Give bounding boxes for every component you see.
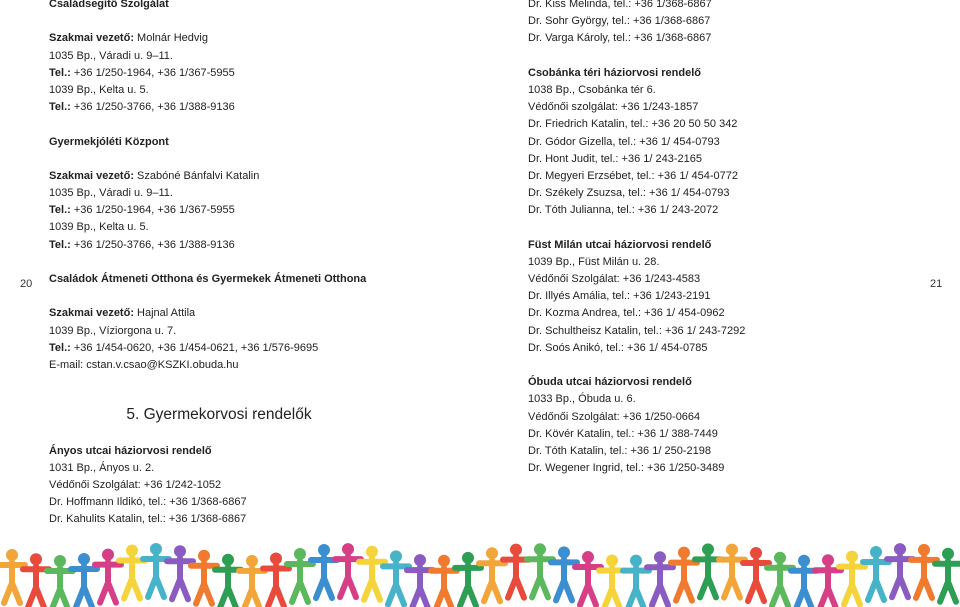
spacer: [49, 254, 469, 271]
page-number-left: 20: [20, 278, 33, 290]
section-heading: Füst Milán utcai háziorvosi rendelő: [528, 238, 712, 251]
info-line: Dr. Kahulits Katalin, tel.: +36 1/368-6867: [49, 513, 247, 526]
child-figure: [95, 549, 121, 603]
info-line: Dr. Illyés Amália, tel.: +36 1/243-2191: [528, 290, 711, 303]
child-figure: [671, 547, 697, 601]
child-figure: [695, 543, 721, 597]
info-line: Dr. Soós Anikó, tel.: +36 1/ 454-0785: [528, 341, 708, 354]
child-figure: [623, 555, 649, 607]
section-heading: Óbuda utcai háziorvosi rendelő: [528, 376, 692, 389]
child-figure: [479, 547, 505, 601]
info-label: Tel.:: [49, 341, 71, 354]
info-line: Dr. Schultheisz Katalin, tel.: +36 1/ 243-7292: [528, 324, 746, 337]
child-figure: [431, 555, 457, 607]
child-figure: [407, 554, 433, 607]
child-figure: [575, 551, 601, 605]
info-line: [49, 340, 469, 357]
info-line: Dr. Kozma Andrea, tel.: +36 1/ 454-0962: [528, 307, 725, 320]
children-chain-decoration: [0, 527, 960, 607]
child-figure: [143, 543, 169, 597]
child-figure: [263, 553, 289, 607]
child-figure: [719, 544, 745, 598]
info-line: Védőnői Szolgálat: +36 1/242-1052: [49, 478, 222, 491]
info-line: Dr. Tóth Katalin, tel.: +36 1/ 250-2198: [528, 444, 711, 457]
info-line: E-mail: cstan.v.csao@KSZKI.obuda.hu: [49, 358, 239, 371]
info-line: 1033 Bp., Óbuda u. 6.: [528, 393, 636, 406]
info-line: Dr. Tóth Julianna, tel.: +36 1/ 243-2072: [528, 204, 719, 217]
child-figure: [335, 543, 361, 597]
info-line: 1039 Bp., Kelta u. 5.: [49, 221, 149, 234]
info-line: [49, 168, 469, 185]
info-line: 1039 Bp., Füst Milán u. 28.: [528, 255, 660, 268]
left-column: [49, 0, 469, 528]
spacer: [49, 425, 469, 442]
info-line: Dr. Wegener Ingrid, tel.: +36 1/250-3489: [528, 462, 725, 475]
child-figure: [503, 544, 529, 598]
info-label: Szakmai vezető:: [49, 307, 134, 320]
info-value: +36 1/250-1964, +36 1/367-5955: [70, 66, 235, 79]
child-figure: [887, 543, 913, 597]
info-label: Tel.:: [49, 204, 71, 217]
child-figure: [239, 555, 265, 607]
child-figure: [815, 554, 841, 607]
child-figure: [455, 552, 481, 606]
info-value: +36 1/250-3766, +36 1/388-9136: [70, 238, 235, 251]
info-line: Védőnői szolgálat: +36 1/243-1857: [528, 101, 699, 114]
info-line: Dr. Varga Károly, tel.: +36 1/368-6867: [528, 32, 712, 45]
info-value: Szabóné Bánfalvi Katalin: [133, 169, 260, 182]
child-figure: [215, 554, 241, 607]
info-line: Dr. Sohr György, tel.: +36 1/368-6867: [528, 15, 711, 28]
child-figure: [23, 553, 49, 607]
info-label: Tel.:: [49, 238, 71, 251]
page-number-right: 21: [930, 278, 943, 290]
child-figure: [119, 544, 145, 598]
info-line: [49, 30, 469, 47]
info-value: +36 1/250-1964, +36 1/367-5955: [70, 204, 235, 217]
section-heading: Ányos utcai háziorvosi rendelő: [49, 444, 212, 457]
child-figure: [311, 544, 337, 598]
section-heading: Gyermekjóléti Központ: [49, 135, 169, 148]
info-line: 1035 Bp., Váradi u. 9–11.: [49, 187, 173, 200]
child-figure: [287, 548, 313, 602]
info-line: 1031 Bp., Ányos u. 2.: [49, 461, 155, 474]
info-line: Védőnői Szolgálat: +36 1/250-0664: [528, 410, 701, 423]
info-line: Dr. Megyeri Erzsébet, tel.: +36 1/ 454-0772: [528, 169, 739, 182]
info-line: Dr. Friedrich Katalin, tel.: +36 20 50 50 342: [528, 118, 738, 131]
child-figure: [551, 546, 577, 600]
child-figure: [359, 546, 385, 600]
info-value: +36 1/454-0620, +36 1/454-0621, +36 1/576-9695: [70, 341, 319, 354]
child-figure: [839, 551, 865, 605]
child-figure: [911, 544, 937, 598]
info-line: [49, 99, 469, 116]
child-figure: [743, 547, 769, 601]
spacer: [49, 288, 469, 305]
info-line: Dr. Hont Judit, tel.: +36 1/ 243-2165: [528, 152, 702, 165]
section-heading: Csobánka téri háziorvosi rendelő: [528, 66, 701, 79]
child-figure: [191, 550, 217, 604]
info-line: Védőnői Szolgálat: +36 1/243-4583: [528, 273, 701, 285]
info-line: [49, 65, 469, 82]
child-figure: [599, 554, 625, 607]
info-label: Tel.:: [49, 66, 71, 79]
spacer: [528, 219, 928, 236]
child-figure: [791, 555, 817, 607]
info-line: Dr. Hoffmann Ildikó, tel.: +36 1/368-6867: [49, 496, 247, 509]
spacer: [49, 151, 469, 168]
child-figure: [0, 549, 25, 603]
child-figure: [167, 545, 193, 599]
info-line: Dr. Gódor Gizella, tel.: +36 1/ 454-0793: [528, 135, 720, 148]
spacer: [528, 357, 928, 374]
section-heading: Családsegítő Szolgálat: [49, 0, 169, 10]
spacer: [49, 13, 469, 30]
child-figure: [767, 552, 793, 606]
child-figure: [47, 555, 73, 607]
info-line: 1038 Bp., Csobánka tér 6.: [528, 83, 656, 96]
info-label: Tel.:: [49, 101, 71, 114]
info-line: 1035 Bp., Váradi u. 9–11.: [49, 49, 173, 62]
spacer: [49, 374, 469, 391]
child-figure: [863, 546, 889, 600]
info-label: Szakmai vezető:: [49, 32, 134, 45]
info-line: [49, 305, 469, 322]
info-line: Dr. Kiss Melinda, tel.: +36 1/368-6867: [528, 0, 712, 10]
info-line: [49, 237, 469, 254]
info-value: Molnár Hedvig: [133, 32, 208, 45]
child-figure: [71, 553, 97, 607]
section-heading: Családok Átmeneti Otthona és Gyermekek Átmeneti Otthona: [49, 273, 367, 285]
info-line: Dr. Székely Zsuzsa, tel.: +36 1/ 454-0793: [528, 187, 730, 200]
info-value: Hajnal Attila: [133, 307, 196, 320]
right-column: [528, 0, 928, 477]
info-value: +36 1/250-3766, +36 1/388-9136: [70, 101, 235, 114]
spacer: [528, 48, 928, 65]
info-line: [49, 202, 469, 219]
info-label: Szakmai vezető:: [49, 169, 134, 182]
child-figure: [383, 550, 409, 604]
spacer: [49, 116, 469, 133]
info-line: 1039 Bp., Kelta u. 5.: [49, 83, 149, 96]
child-figure: [527, 543, 553, 597]
section-title: 5. Gyermekorvosi rendelők: [126, 406, 312, 424]
info-line: 1039 Bp., Víziorgona u. 7.: [49, 324, 177, 337]
child-figure: [647, 551, 673, 605]
info-line: Dr. Kövér Katalin, tel.: +36 1/ 388-7449: [528, 427, 718, 440]
child-figure: [935, 548, 960, 602]
